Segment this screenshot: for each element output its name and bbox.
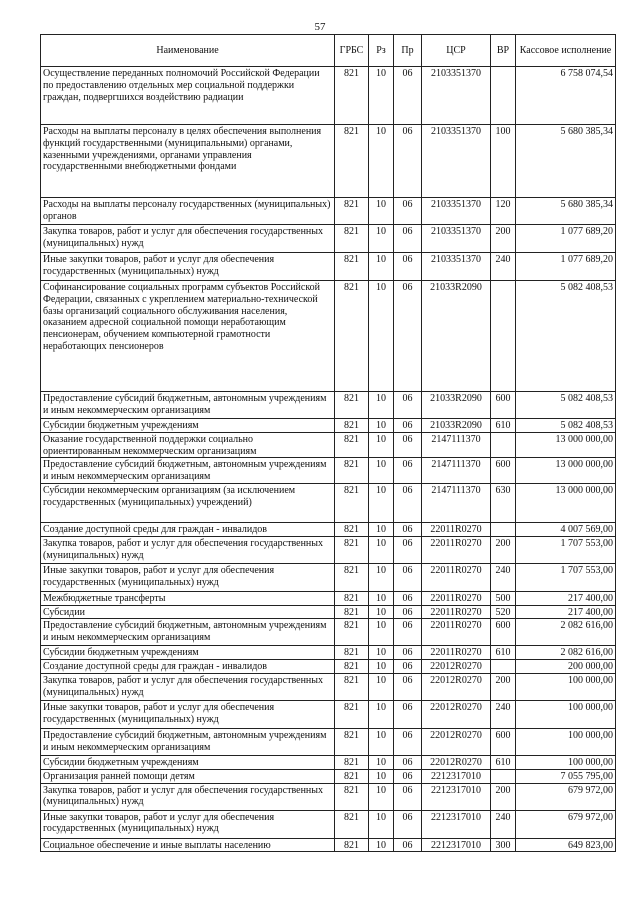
table-row [41,281,616,392]
cell-grbs: 821 [335,281,369,392]
cell-rz: 10 [369,281,394,392]
cell-rz: 10 [369,522,394,536]
table-row [41,198,616,225]
cell-grbs: 821 [335,783,369,810]
cell-pr: 06 [394,660,422,674]
table-row [41,419,616,433]
cell-pr: 06 [394,755,422,769]
cell-rz: 10 [369,605,394,619]
cell-rz: 10 [369,700,394,728]
cell-rz: 10 [369,392,394,419]
cell-grbs: 821 [335,522,369,536]
cell-grbs: 821 [335,198,369,225]
cell-name: Софинансирование социальных программ субъектов Российской Федерации, связанных с укреплением материально-технической базы организаций социального обслуживания населения, оказанием адресной социальной помощи неработающим пенсионерам, обучением компьютерной грамотности неработающих пенсионеров [41,281,335,392]
cell-name: Субсидии некоммерческим организациям (за исключением государственных (муниципальных) учреждений) [41,483,335,522]
table-row [41,458,616,484]
cell-name: Расходы на выплаты персоналу государственных (муниципальных) органов [41,198,335,225]
cell-rz: 10 [369,536,394,563]
cell-pr: 06 [394,646,422,660]
cell-rz: 10 [369,783,394,810]
cell-pr: 06 [394,536,422,563]
cell-amount: 100 000,00 [516,755,616,769]
cell-vr [491,281,516,392]
cell-pr: 06 [394,67,422,125]
cell-rz: 10 [369,432,394,458]
cell-pr: 06 [394,392,422,419]
cell-amount: 200 000,00 [516,660,616,674]
cell-vr: 600 [491,458,516,484]
cell-name: Закупка товаров, работ и услуг для обеспечения государственных (муниципальных) нужд [41,673,335,700]
cell-csr: 21033R2090 [422,419,491,433]
cell-amount: 1 707 553,00 [516,563,616,591]
cell-grbs: 821 [335,755,369,769]
cell-vr: 600 [491,728,516,755]
cell-pr: 06 [394,458,422,484]
cell-pr: 06 [394,483,422,522]
cell-vr: 120 [491,198,516,225]
cell-csr: 22012R0270 [422,660,491,674]
cell-csr: 22012R0270 [422,728,491,755]
cell-amount: 6 758 074,54 [516,67,616,125]
cell-csr: 2212317010 [422,783,491,810]
cell-csr: 22012R0270 [422,700,491,728]
cell-pr: 06 [394,769,422,783]
cell-grbs: 821 [335,591,369,605]
cell-grbs: 821 [335,253,369,281]
cell-name: Предоставление субсидий бюджетным, автономным учреждениям и иным некоммерческим организациям [41,392,335,419]
cell-rz: 10 [369,483,394,522]
cell-grbs: 821 [335,646,369,660]
cell-csr: 22011R0270 [422,591,491,605]
cell-pr: 06 [394,522,422,536]
cell-csr: 21033R2090 [422,392,491,419]
cell-vr: 200 [491,536,516,563]
cell-name: Иные закупки товаров, работ и услуг для обеспечения государственных (муниципальных) нужд [41,253,335,281]
cell-grbs: 821 [335,563,369,591]
table-row [41,591,616,605]
cell-grbs: 821 [335,838,369,852]
cell-amount: 5 082 408,53 [516,281,616,392]
cell-pr: 06 [394,810,422,838]
cell-csr: 21033R2090 [422,281,491,392]
cell-rz: 10 [369,769,394,783]
cell-rz: 10 [369,563,394,591]
cell-csr: 2103351370 [422,125,491,198]
cell-pr: 06 [394,605,422,619]
table-row [41,392,616,419]
table-row [41,769,616,783]
cell-rz: 10 [369,673,394,700]
cell-grbs: 821 [335,660,369,674]
cell-name: Создание доступной среды для граждан - инвалидов [41,522,335,536]
table-row [41,536,616,563]
cell-name: Расходы на выплаты персоналу в целях обеспечения выполнения функций государственными (муниципальными) органами, казенными учреждениями, органами управления государственными внебюджетными фондами [41,125,335,198]
cell-amount: 5 680 385,34 [516,198,616,225]
cell-grbs: 821 [335,432,369,458]
cell-csr: 2103351370 [422,225,491,253]
cell-csr: 22011R0270 [422,563,491,591]
cell-vr [491,522,516,536]
cell-grbs: 821 [335,810,369,838]
cell-rz: 10 [369,591,394,605]
cell-amount: 7 055 795,00 [516,769,616,783]
cell-amount: 5 082 408,53 [516,419,616,433]
header-vr: ВР [491,35,516,67]
cell-vr: 200 [491,225,516,253]
cell-grbs: 821 [335,605,369,619]
cell-name: Субсидии бюджетным учреждениям [41,646,335,660]
table-row [41,700,616,728]
table-row [41,253,616,281]
cell-rz: 10 [369,838,394,852]
table-row [41,810,616,838]
cell-vr [491,660,516,674]
cell-name: Субсидии [41,605,335,619]
cell-rz: 10 [369,728,394,755]
cell-pr: 06 [394,125,422,198]
cell-amount: 5 680 385,34 [516,125,616,198]
cell-pr: 06 [394,198,422,225]
cell-pr: 06 [394,591,422,605]
cell-vr: 240 [491,810,516,838]
cell-pr: 06 [394,563,422,591]
table-row [41,225,616,253]
cell-rz: 10 [369,458,394,484]
cell-name: Создание доступной среды для граждан - инвалидов [41,660,335,674]
cell-vr [491,769,516,783]
cell-name: Предоставление субсидий бюджетным, автономным учреждениям и иным некоммерческим организациям [41,728,335,755]
cell-rz: 10 [369,125,394,198]
cell-grbs: 821 [335,419,369,433]
cell-amount: 13 000 000,00 [516,432,616,458]
cell-name: Иные закупки товаров, работ и услуг для обеспечения государственных (муниципальных) нужд [41,563,335,591]
cell-pr: 06 [394,419,422,433]
cell-name: Субсидии бюджетным учреждениям [41,755,335,769]
cell-csr: 2212317010 [422,769,491,783]
cell-vr: 240 [491,563,516,591]
cell-csr: 22011R0270 [422,522,491,536]
cell-amount: 2 082 616,00 [516,646,616,660]
table-row [41,783,616,810]
cell-grbs: 821 [335,458,369,484]
table-row [41,728,616,755]
cell-rz: 10 [369,810,394,838]
cell-amount: 1 077 689,20 [516,253,616,281]
cell-amount: 100 000,00 [516,673,616,700]
cell-name: Организация ранней помощи детям [41,769,335,783]
cell-amount: 679 972,00 [516,783,616,810]
cell-vr: 240 [491,700,516,728]
budget-execution-table [40,34,616,852]
cell-rz: 10 [369,755,394,769]
cell-pr: 06 [394,281,422,392]
cell-rz: 10 [369,419,394,433]
cell-csr: 2212317010 [422,838,491,852]
cell-rz: 10 [369,67,394,125]
table-row [41,605,616,619]
cell-amount: 2 082 616,00 [516,619,616,646]
cell-vr: 240 [491,253,516,281]
cell-csr: 22011R0270 [422,605,491,619]
cell-rz: 10 [369,253,394,281]
cell-rz: 10 [369,646,394,660]
cell-vr: 200 [491,673,516,700]
cell-csr: 22011R0270 [422,646,491,660]
cell-grbs: 821 [335,125,369,198]
cell-pr: 06 [394,432,422,458]
cell-rz: 10 [369,619,394,646]
cell-csr: 2147111370 [422,483,491,522]
cell-amount: 1 077 689,20 [516,225,616,253]
cell-pr: 06 [394,728,422,755]
header-pr: Пр [394,35,422,67]
cell-name: Субсидии бюджетным учреждениям [41,419,335,433]
cell-csr: 22011R0270 [422,536,491,563]
cell-csr: 22012R0270 [422,673,491,700]
cell-amount: 13 000 000,00 [516,483,616,522]
header-rz: Рз [369,35,394,67]
table-row [41,125,616,198]
page-number: 57 [314,21,326,33]
cell-csr: 2103351370 [422,67,491,125]
table-row [41,432,616,458]
cell-vr: 610 [491,755,516,769]
cell-amount: 100 000,00 [516,700,616,728]
cell-vr: 500 [491,591,516,605]
cell-grbs: 821 [335,392,369,419]
cell-grbs: 821 [335,483,369,522]
cell-amount: 679 972,00 [516,810,616,838]
cell-amount: 1 707 553,00 [516,536,616,563]
cell-csr: 2212317010 [422,810,491,838]
cell-amount: 5 082 408,53 [516,392,616,419]
header-name: Наименование [41,35,335,67]
table-row [41,483,616,522]
cell-vr: 610 [491,419,516,433]
header-csr: ЦСР [422,35,491,67]
cell-name: Иные закупки товаров, работ и услуг для обеспечения государственных (муниципальных) нужд [41,700,335,728]
cell-csr: 22012R0270 [422,755,491,769]
cell-csr: 2103351370 [422,198,491,225]
table-row [41,660,616,674]
cell-pr: 06 [394,225,422,253]
cell-pr: 06 [394,619,422,646]
cell-csr: 2103351370 [422,253,491,281]
cell-rz: 10 [369,225,394,253]
cell-vr: 600 [491,392,516,419]
table-row [41,563,616,591]
cell-name: Закупка товаров, работ и услуг для обеспечения государственных (муниципальных) нужд [41,783,335,810]
cell-name: Оказание государственной поддержки социально ориентированным некоммерческим организациям [41,432,335,458]
cell-vr: 600 [491,619,516,646]
table-row [41,67,616,125]
cell-rz: 10 [369,198,394,225]
cell-grbs: 821 [335,225,369,253]
cell-csr: 22011R0270 [422,619,491,646]
cell-name: Закупка товаров, работ и услуг для обеспечения государственных (муниципальных) нужд [41,225,335,253]
cell-grbs: 821 [335,728,369,755]
table-row [41,673,616,700]
cell-rz: 10 [369,660,394,674]
cell-amount: 217 400,00 [516,591,616,605]
cell-vr: 300 [491,838,516,852]
cell-csr: 2147111370 [422,458,491,484]
cell-name: Предоставление субсидий бюджетным, автономным учреждениям и иным некоммерческим организациям [41,458,335,484]
cell-pr: 06 [394,783,422,810]
cell-name: Закупка товаров, работ и услуг для обеспечения государственных (муниципальных) нужд [41,536,335,563]
cell-csr: 2147111370 [422,432,491,458]
cell-amount: 649 823,00 [516,838,616,852]
cell-name: Межбюджетные трансферты [41,591,335,605]
cell-pr: 06 [394,838,422,852]
cell-amount: 13 000 000,00 [516,458,616,484]
table-row [41,646,616,660]
cell-pr: 06 [394,700,422,728]
table-header-row [41,35,616,67]
cell-vr: 630 [491,483,516,522]
cell-vr: 100 [491,125,516,198]
cell-amount: 100 000,00 [516,728,616,755]
header-grbs: ГРБС [335,35,369,67]
header-amount: Кассовое исполнение [516,35,616,67]
cell-grbs: 821 [335,769,369,783]
cell-name: Предоставление субсидий бюджетным, автономным учреждениям и иным некоммерческим организациям [41,619,335,646]
cell-name: Осуществление переданных полномочий Российской Федерации по предоставлению отдельных мер социальной поддержки граждан, подвергшихся воздействию радиации [41,67,335,125]
cell-pr: 06 [394,673,422,700]
cell-vr: 200 [491,783,516,810]
cell-grbs: 821 [335,673,369,700]
cell-grbs: 821 [335,536,369,563]
table-row [41,755,616,769]
cell-name: Иные закупки товаров, работ и услуг для обеспечения государственных (муниципальных) нужд [41,810,335,838]
table-row [41,838,616,852]
cell-amount: 4 007 569,00 [516,522,616,536]
cell-vr [491,67,516,125]
cell-grbs: 821 [335,619,369,646]
cell-vr: 610 [491,646,516,660]
cell-grbs: 821 [335,700,369,728]
table-row [41,522,616,536]
cell-name: Социальное обеспечение и иные выплаты населению [41,838,335,852]
cell-amount: 217 400,00 [516,605,616,619]
cell-vr [491,432,516,458]
cell-grbs: 821 [335,67,369,125]
cell-vr: 520 [491,605,516,619]
table-row [41,619,616,646]
cell-pr: 06 [394,253,422,281]
